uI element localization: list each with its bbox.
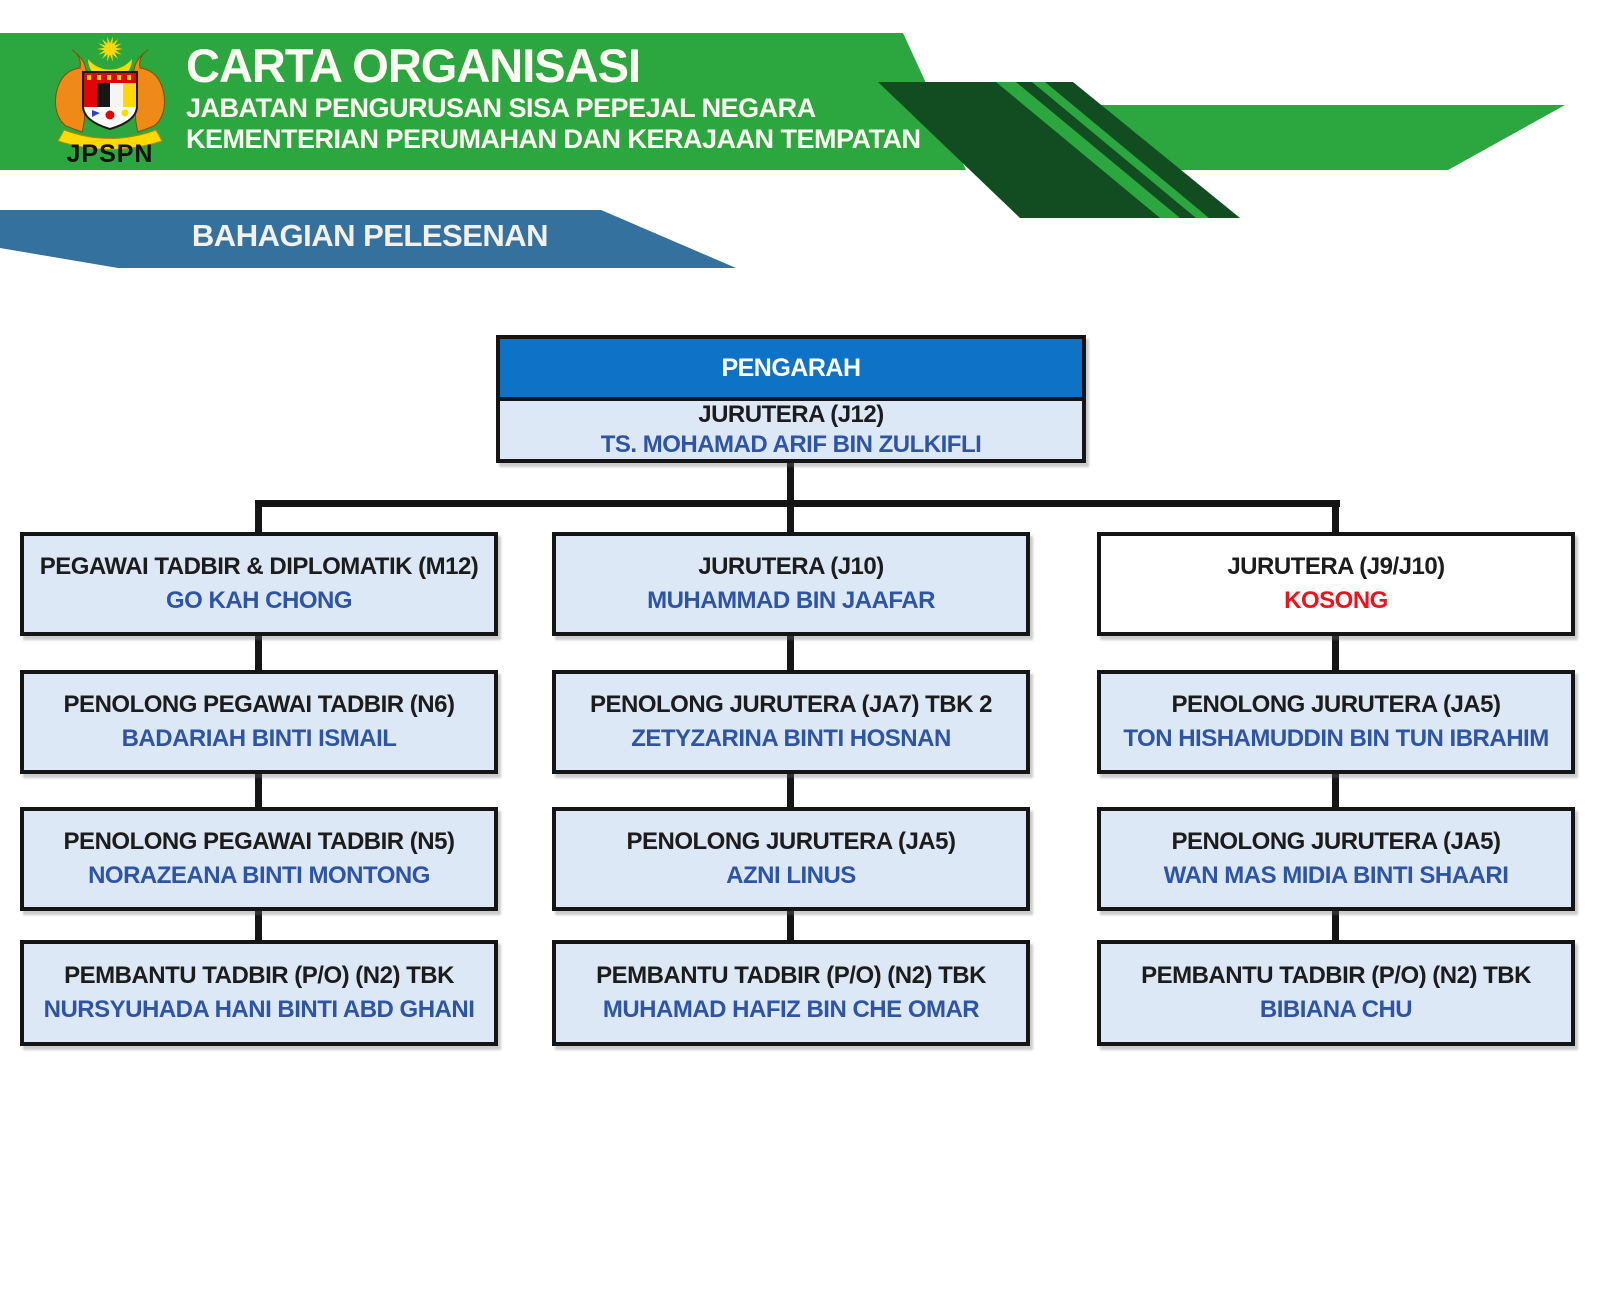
person-name: WAN MAS MIDIA BINTI SHAARI xyxy=(1163,862,1509,889)
connector-col2-r3r4 xyxy=(787,907,794,944)
department-name: JABATAN PENGURUSAN SISA PEPEJAL NEGARA xyxy=(186,93,816,123)
org-box-pembantu-tadbir-col1 xyxy=(20,940,498,1046)
person-name: NORAZEANA BINTI MONTONG xyxy=(88,862,430,889)
connector-col3-r2r3 xyxy=(1332,770,1339,811)
position-title: PEMBANTU TADBIR (P/O) (N2) TBK xyxy=(596,962,986,989)
person-name: TS. MOHAMAD ARIF BIN ZULKIFLI xyxy=(600,431,982,458)
connector-stub-col3 xyxy=(1332,503,1339,533)
org-box-jurutera-j10 xyxy=(552,532,1030,636)
org-box-penolong-jurutera-ja5-col3a xyxy=(1097,670,1575,774)
logo-text: JPSPN xyxy=(66,140,154,166)
org-box-penolong-jurutera-ja7 xyxy=(552,670,1030,774)
connector-stub-col1 xyxy=(255,503,262,533)
connector-col2-r2r3 xyxy=(787,770,794,811)
connector-horizontal-bar xyxy=(255,500,1340,507)
org-box-penolong-jurutera-ja5-col2 xyxy=(552,807,1030,911)
position-title: PENOLONG PEGAWAI TADBIR (N5) xyxy=(63,828,455,855)
person-name: GO KAH CHONG xyxy=(166,587,352,614)
jpspn-crest-logo xyxy=(26,34,194,166)
person-name: ZETYZARINA BINTI HOSNAN xyxy=(631,725,951,752)
connector-col3-r1r2 xyxy=(1332,632,1339,674)
connector-col3-r3r4 xyxy=(1332,907,1339,944)
org-box-pengarah xyxy=(496,335,1086,463)
shield-icon xyxy=(83,72,137,129)
position-title: PEGAWAI TADBIR & DIPLOMATIK (M12) xyxy=(39,553,479,580)
vacancy-label: KOSONG xyxy=(1284,587,1388,614)
position-title: JURUTERA (J10) xyxy=(698,553,884,580)
root-box-header: PENGARAH xyxy=(500,339,1082,401)
person-name: NURSYUHADA HANI BINTI ABD GHANI xyxy=(43,996,475,1023)
position-title: PEMBANTU TADBIR (P/O) (N2) TBK xyxy=(1141,962,1531,989)
connector-col1-r3r4 xyxy=(255,907,262,944)
position-title: PENOLONG JURUTERA (JA5) xyxy=(626,828,956,855)
org-box-pembantu-tadbir-col3 xyxy=(1097,940,1575,1046)
banner-decoration-dark xyxy=(878,82,1330,218)
person-name: AZNI LINUS xyxy=(726,862,856,889)
position-title: PENOLONG PEGAWAI TADBIR (N6) xyxy=(63,691,455,718)
position-title: PEMBANTU TADBIR (P/O) (N2) TBK xyxy=(64,962,454,989)
person-name: BADARIAH BINTI ISMAIL xyxy=(121,725,397,752)
person-name: MUHAMAD HAFIZ BIN CHE OMAR xyxy=(602,996,980,1023)
person-name: MUHAMMAD BIN JAAFAR xyxy=(647,587,935,614)
org-box-pembantu-tadbir-col2 xyxy=(552,940,1030,1046)
connector-col2-r1r2 xyxy=(787,632,794,674)
page-title: CARTA ORGANISASI xyxy=(186,39,640,92)
org-box-pegawai-tadbir-diplomatik xyxy=(20,532,498,636)
org-box-jurutera-j9-j10-vacant xyxy=(1097,532,1575,636)
org-box-penolong-pegawai-tadbir-n6 xyxy=(20,670,498,774)
position-title: PENOLONG JURUTERA (JA7) TBK 2 xyxy=(590,691,992,718)
person-name: TON HISHAMUDDIN BIN TUN IBRAHIM xyxy=(1123,725,1549,752)
position-title: PENOLONG JURUTERA (JA5) xyxy=(1171,828,1501,855)
dark-parallelogram xyxy=(878,82,1330,218)
connector-stub-col2 xyxy=(787,503,794,533)
connector-col1-r2r3 xyxy=(255,770,262,811)
position-title: JURUTERA (J9/J10) xyxy=(1227,553,1445,580)
connector-col1-r1r2 xyxy=(255,632,262,674)
person-name: BIBIANA CHU xyxy=(1259,996,1413,1023)
ministry-name: KEMENTERIAN PERUMAHAN DAN KERAJAAN TEMPATAN xyxy=(186,124,921,154)
org-box-penolong-pegawai-tadbir-n5 xyxy=(20,807,498,911)
org-box-penolong-jurutera-ja5-col3b xyxy=(1097,807,1575,911)
position-title: JURUTERA (J12) xyxy=(698,401,884,428)
federal-star-icon xyxy=(97,36,123,61)
connector-root-drop xyxy=(787,462,794,504)
section-title: BAHAGIAN PELESENAN xyxy=(191,218,549,253)
position-title: PENOLONG JURUTERA (JA5) xyxy=(1171,691,1501,718)
